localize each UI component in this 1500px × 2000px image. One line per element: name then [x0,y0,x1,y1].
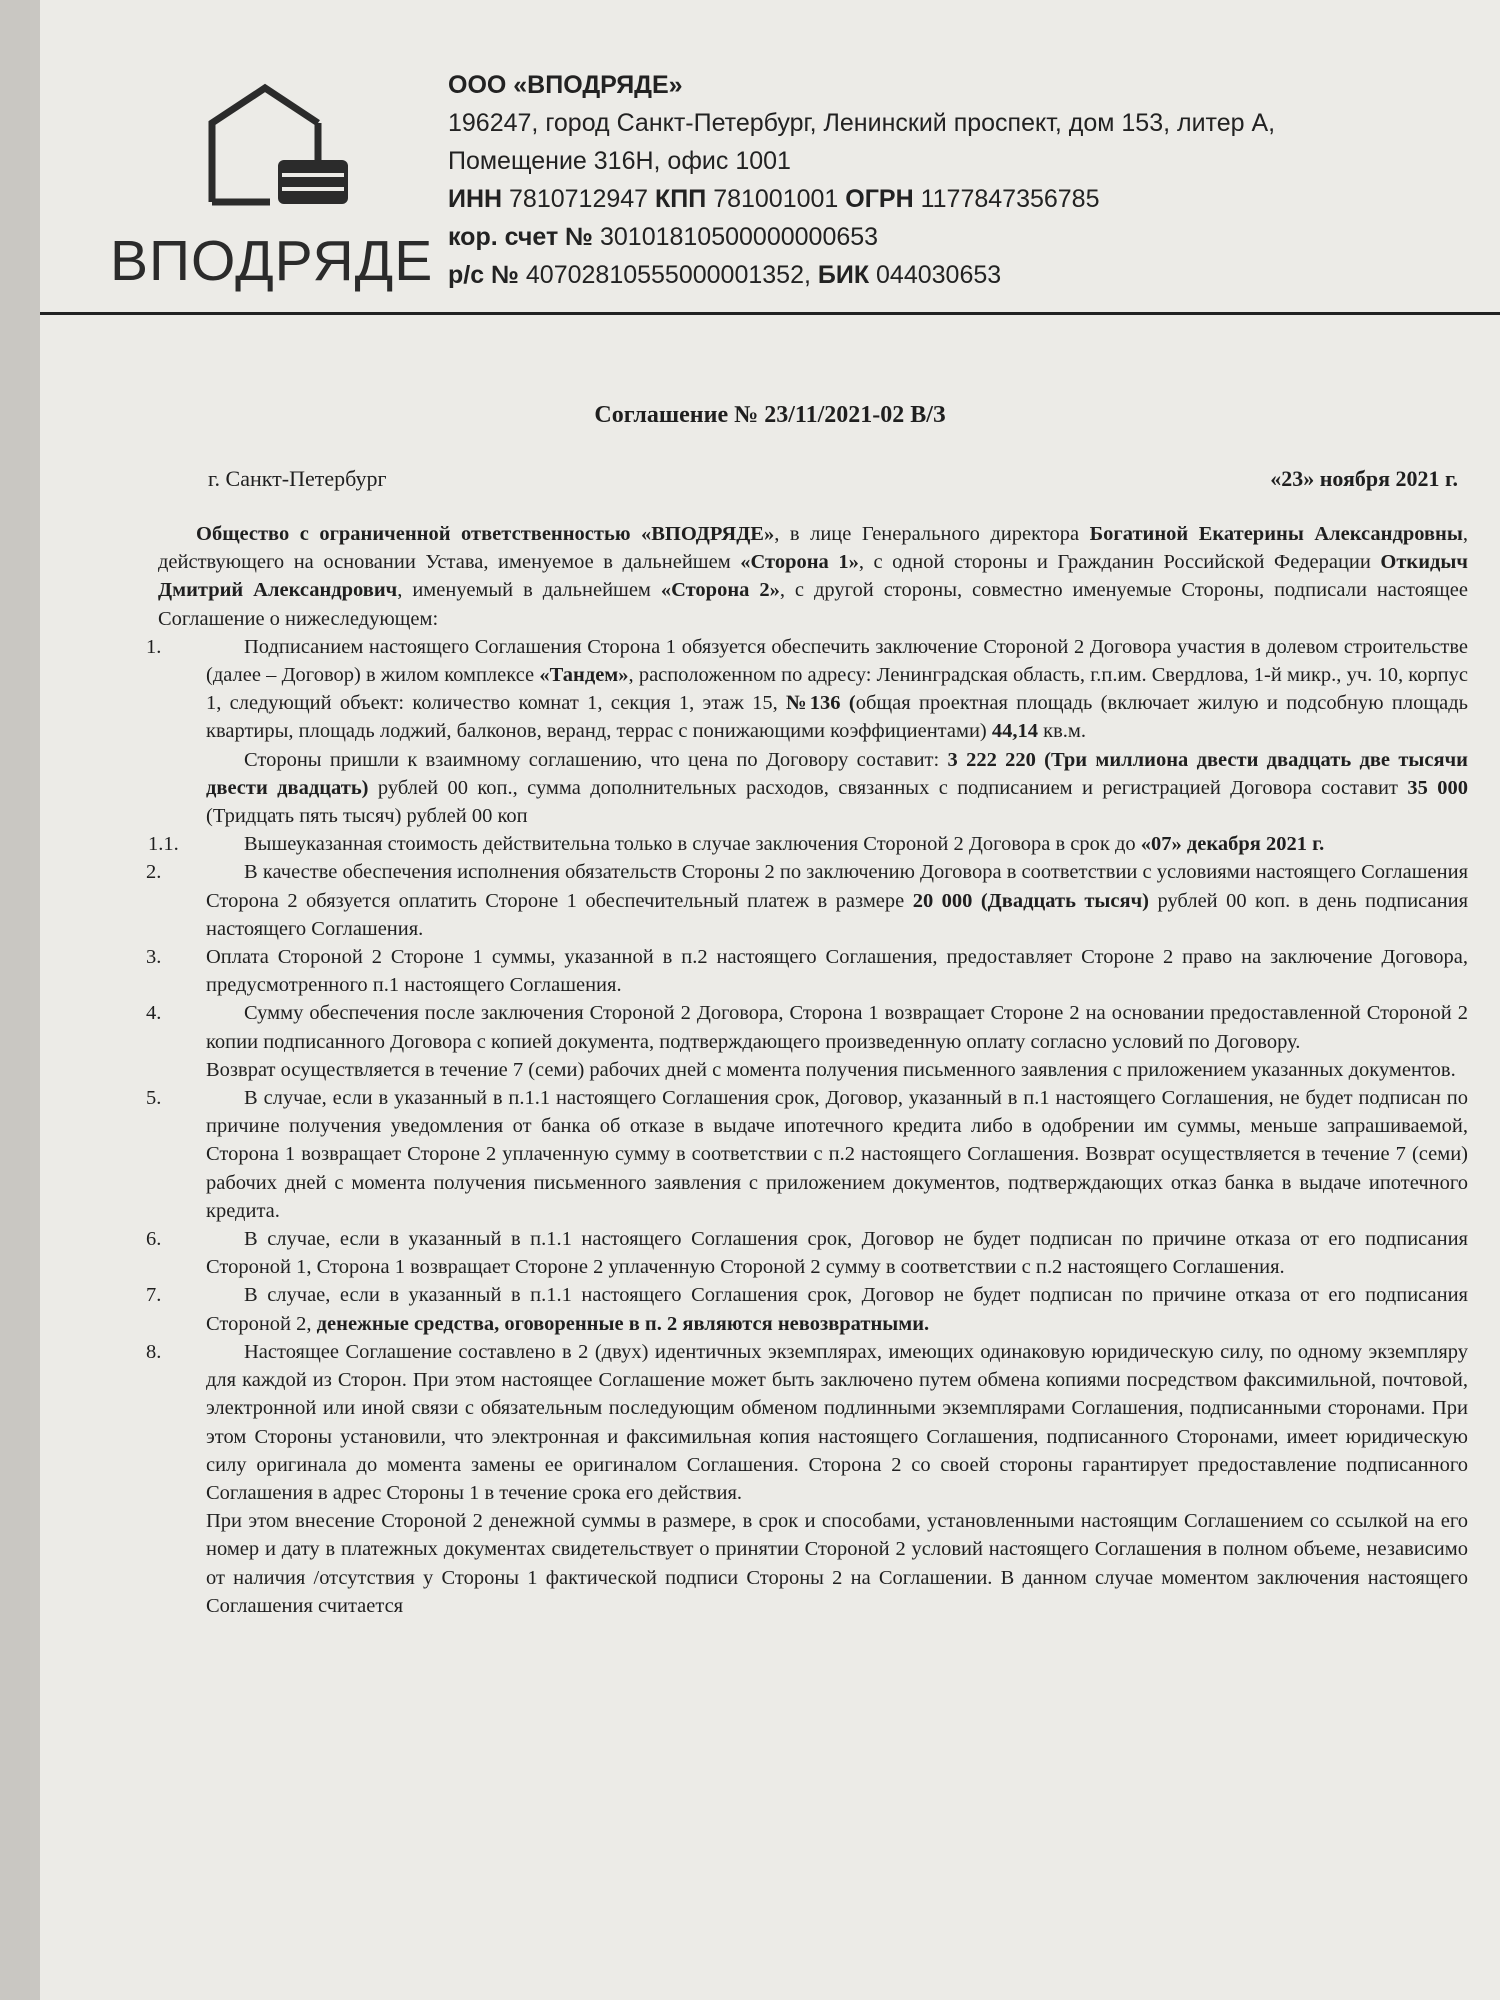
clause-4: 4. Сумму обеспечения после заключения Стороной 2 Договора, Сторона 1 возвращает Стороне 2 на основании предоставленной Стороной 2 копии подписанного Договора с копией документа, подтверждающего произведенную оплату согласно условий по Договору. Возврат осуществляется в течение 7 (семи) рабочих дней с момента получения письменного заявления с приложением указанных документов. [158,999,1468,1084]
company-details [448,66,1275,294]
house-icon [110,78,470,218]
ogrn-label: ОГРН [845,185,914,213]
clause-2: 2. В качестве обеспечения исполнения обязательств Стороны 2 по заключению Договора в соответствии с условиями настоящего Соглашения Сторона 2 обязуется оплатить Стороне 1 обеспечительный платеж в размере 20 000 (Двадцать тысяч) рублей 00 коп. в день подписания настоящего Соглашения. [158,858,1468,943]
korr-value: 30101810500000000653 [599,223,879,251]
clause-8: 8. Настоящее Соглашение составлено в 2 (двух) идентичных экземплярах, имеющих одинаковую юридическую силу, по одному экземпляру для каждой из Сторон. При этом настоящее Соглашение может быть заключено путем обмена копиями посредством факсимильной, почтовой, электронной или иной связи с обязательным последующим обменом подлинными экземплярами Соглашения, подписанными сторонами. При этом Стороны установили, что электронная и факсимильная копия настоящего Соглашения, подписанного Сторонами, имеет юридическую силу оригинала до момента замены ее оригиналом Соглашения. Сторона 2 со своей стороны гарантирует предоставление подписанного Соглашения в адрес Стороны 1 в течение срока его действия. При этом внесение Стороной 2 денежной суммы в размере, в срок и способами, установленными настоящим Соглашением со ссылкой на его номер и дату в платежных документах свидетельствует о принятии Стороной 2 условий настоящего Соглашения в полном объеме, независимо от наличия /отсутствия у Стороны 1 фактической подписи Стороны 2 на Соглашении. В данном случае моментом заключения настоящего Соглашения считается [158,1338,1468,1620]
clause-number: 1. [146,635,162,658]
company-name: ООО «ВПОДРЯДЕ» [448,71,683,99]
ogrn-value: 1177847356785 [920,185,1100,213]
clause-number: 2. [146,861,162,884]
correspondent-account-line [448,218,1275,256]
document-date: «23» ноября 2021 г. [1270,466,1458,491]
bik-label: БИК [817,261,870,289]
settlement-account-line [448,256,1275,294]
clause-number: 8. [146,1340,162,1363]
clause-1: 1. Подписанием настоящего Соглашения Сторона 1 обязуется обеспечить заключение Стороной 2 Договора участия в долевом строительстве (далее – Договор) в жилом комплексе «Тандем», расположенном по адресу: Ленинградская область, г.п.им. Свердлова, 1-й микр., уч. 10, корпус 1, следующий объект: количество комнат 1, секция 1, этаж 15, №136 (общая проектная площадь (включает жилую и подсобную площадь квартиры, площадь лоджий, балконов, веранд, террас с понижающими коэффициентами) 44,14 кв.м. Стороны пришли к взаимному соглашению, что цена по Договору составит: 3 222 220 (Три миллиона двести двадцать две тысячи двести двадцать) рублей 00 коп., сумма дополнительных расходов, связанных с подписанием и регистрацией Договора составит 35 000 (Тридцать пять тысяч) рублей 00 коп [158,633,1468,830]
inn-value: 7810712947 [509,185,649,213]
clause-3: 3. Оплата Стороной 2 Стороне 1 суммы, указанной в п.2 настоящего Соглашения, предоставляет Стороне 2 право на заключение Договора, предусмотренного п.1 настоящего Соглашения. [158,943,1468,999]
clause-number: 1.1. [148,833,179,856]
rs-label: р/с № [448,261,519,289]
agreement-body [146,520,1468,1620]
korr-label: кор. счет № [448,223,594,251]
address-line-1: 196247, город Санкт-Петербург, Ленинский проспект, дом 153, литер А, [448,109,1276,137]
clause-number: 5. [146,1087,162,1110]
kpp-value: 781001001 [713,185,839,213]
clause-number: 3. [146,946,162,969]
clause-number: 6. [146,1228,162,1251]
kpp-label: КПП [655,185,707,213]
clause-5: 5. В случае, если в указанный в п.1.1 настоящего Соглашения срок, Договор, указанный в п.1 настоящего Соглашения, не будет подписан по причине получения уведомления от банка об отказе в выдаче ипотечного кредита либо в одобрении им суммы, меньше запрашиваемой, Сторона 1 возвращает Стороне 2 уплаченную сумму в соответствии с п.2 настоящего Соглашения. Возврат осуществляется в течение 7 (семи) рабочих дней с момента получения письменного заявления с приложением документов, подтверждающих отказ банка в выдаче ипотечного кредита. [158,1084,1468,1225]
clause-1-1: 1.1. Вышеуказанная стоимость действительна только в случае заключения Стороной 2 Договора в срок до «07» декабря 2021 г. [158,830,1468,858]
intro-paragraph: Общество с ограниченной ответственностью «ВПОДРЯДЕ», в лице Генерального директора Богатиной Екатерины Александровны, действующего на основании Устава, именуемое в дальнейшем «Сторона 1», с одной стороны и Гражданин Российской Федерации Откидыч Дмитрий Александрович, именуемый в дальнейшем «Сторона 2», с другой стороны, совместно именуемые Стороны, подписали настоящее Соглашение о нижеследующем: [158,523,1468,630]
inn-label: ИНН [448,185,503,213]
bik-value: 044030653 [876,261,1002,289]
clause-number: 7. [146,1284,162,1307]
company-logo [110,78,470,298]
logo-wordmark: ВПОДРЯДЕ [110,229,434,293]
rs-value: 40702810555000001352, [525,261,811,289]
price-paragraph: Стороны пришли к взаимному соглашению, что цена по Договору составит: 3 222 220 (Три миллиона двести двадцать две тысячи двести двадцать) рублей 00 коп., сумма дополнительных расходов, связанных с подписанием и регистрацией Договора составит 35 000 (Тридцать пять тысяч) рублей 00 коп [206,748,1468,828]
city: г. Санкт-Петербург [208,466,387,491]
tax-ids-line [448,180,1275,218]
clause-number: 4. [146,1002,162,1025]
document-page [40,0,1500,2000]
clause-7: 7. В случае, если в указанный в п.1.1 настоящего Соглашения срок, Договор не будет подписан по причине отказа от его подписания Стороной 2, денежные средства, оговоренные в п. 2 являются невозвратными. [158,1281,1468,1337]
address-line-2: Помещение 316Н, офис 1001 [448,147,791,175]
document-title: Соглашение № 23/11/2021-02 В/З [594,402,946,428]
header-divider [40,312,1500,315]
clause-6: 6. В случае, если в указанный в п.1.1 настоящего Соглашения срок, Договор не будет подписан по причине отказа от его подписания Стороной 1, Сторона 1 возвращает Стороне 2 уплаченную Стороной 2 сумму в соответствии с п.2 настоящего Соглашения. [158,1225,1468,1281]
letterhead [40,0,1500,318]
